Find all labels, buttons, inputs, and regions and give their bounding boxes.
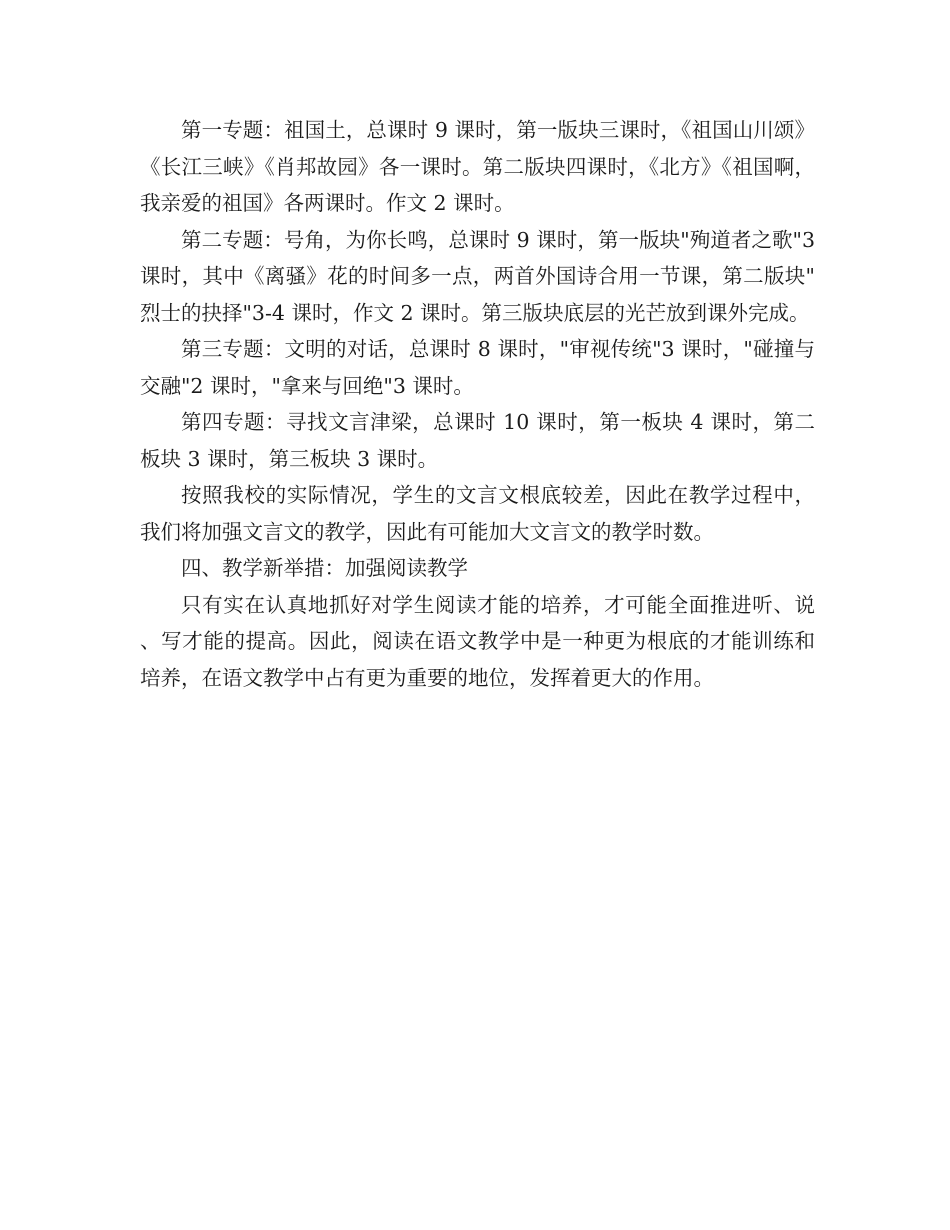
paragraph-topic-4: 第四专题：寻找文言津梁，总课时 10 课时，第一板块 4 课时，第二板块 3 课时，第三板块 3 课时。 (140, 410, 815, 471)
paragraph-topic-1: 第一专题：祖国土，总课时 9 课时，第一版块三课时，《祖国山川颂》《长江三峡》《肖邦故园》各一课时。第二版块四课时，《北方》《祖国啊，我亲爱的祖国》各两课时。作文 2 课时。 (140, 118, 815, 215)
paragraph-reading-emphasis: 只有实在认真地抓好对学生阅读才能的培养，才可能全面推进听、说、写才能的提高。因此，阅读在语文教学中是一种更为根底的才能训练和培养，在语文教学中占有更为重要的地位，发挥着更大的作用。 (140, 592, 815, 690)
paragraph-topic-2: 第二专题：号角，为你长鸣，总课时 9 课时，第一版块"殉道者之歌"3 课时，其中《离骚》花的时间多一点，两首外国诗合用一节课，第二版块"烈士的抉择"3-4 课时，作文 2 课时。第三版块底层的光芒放到课外完成。 (140, 227, 815, 325)
section-heading-reading: 四、教学新举措：加强阅读教学 (181, 556, 468, 580)
paragraph-topic-3: 第三专题：文明的对话，总课时 8 课时，"审视传统"3 课时，"碰撞与交融"2 课时，"拿来与回绝"3 课时。 (140, 337, 815, 398)
paragraph-classical-chinese-note: 按照我校的实际情况，学生的文言文根底较差，因此在教学过程中，我们将加强文言文的教学，因此有可能加大文言文的教学时数。 (140, 483, 815, 544)
document-body (140, 112, 815, 696)
